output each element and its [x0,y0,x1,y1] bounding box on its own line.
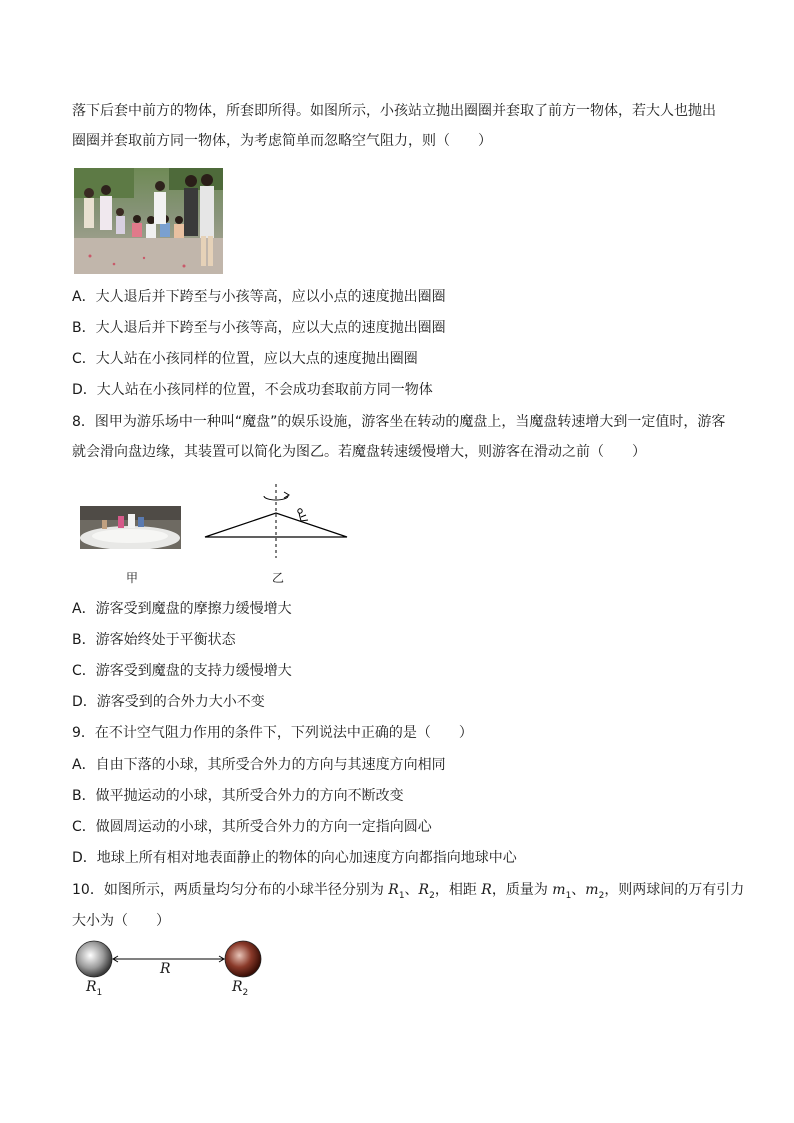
q10-sub-1: 1 [398,890,405,901]
q10-var-r1: R [388,882,399,898]
q10-var-r: R [481,882,492,898]
q10-sep-1: 、 [404,882,419,898]
q10-fig-r1-sub: 1 [96,987,103,998]
q10-var-m1: m [552,882,566,898]
q9-stem: 9．在不计空气阻力作用的条件下，下列说法中正确的是（ ） [72,725,473,741]
q8-stem-line-2: 就会滑向盘边缘，其装置可以简化为图乙。若魔盘转速缓慢增大，则游客在滑动之前（ ） [72,444,646,460]
q8-stem-line-1: 8．图甲为游乐场中一种叫“魔盘”的娱乐设施，游客坐在转动的魔盘上，当魔盘转速增大到一定值时，游客 [72,414,726,430]
q9-option-b: B．做平抛运动的小球，其所受合外力的方向不断改变 [72,788,404,804]
q10-var-m2: m [585,882,599,898]
q7-option-c: C．大人站在小孩同样的位置，应以大点的速度抛出圈圈 [72,351,418,367]
q10-stem-line-2: 大小为（ ） [72,913,170,929]
q7-stem-line-1: 落下后套中前方的物体，所套即所得。如图所示，小孩站立抛出圈圈并套取了前方一物体，若大人也抛出 [72,103,716,119]
q10-fig-label-distance: R [160,961,171,977]
q10-fig-r2-sub: 2 [242,987,249,998]
sphere-r1-icon [76,941,112,977]
q10-sep-2: 、 [571,882,586,898]
q9-option-a: A．自由下落的小球，其所受合外力的方向与其速度方向相同 [72,757,446,773]
q7-photo-ring-toss [74,168,223,274]
q7-option-a: A．大人退后并下跨至与小孩等高，应以小点的速度抛出圈圈 [72,289,446,305]
q10-fig-label-r2 [232,979,248,998]
q10-text-2: ，相距 [434,882,482,898]
q8-option-c: C．游客受到魔盘的支持力缓慢增大 [72,663,292,679]
q10-stem-line-1 [72,880,744,906]
q8-option-d: D．游客受到的合外力大小不变 [72,694,265,710]
q8-option-b: B．游客始终处于平衡状态 [72,632,236,648]
q8-diagram-simplified-disc [200,482,352,558]
q8-caption-yi: 乙 [272,571,285,585]
q7-option-b: B．大人退后并下跨至与小孩等高，应以大点的速度抛出圈圈 [72,320,446,336]
q10-var-r2: R [418,882,430,898]
q9-option-d: D．地球上所有相对地表面静止的物体的向心加速度方向都指向地球中心 [72,850,517,866]
q8-caption-jia: 甲 [126,571,139,585]
q9-option-c: C．做圆周运动的小球，其所受合外力的方向一定指向圆心 [72,819,432,835]
q8-photo-magic-disc [80,506,181,549]
q10-sub-2: 2 [429,890,435,901]
q7-option-d: D．大人站在小孩同样的位置，不会成功套取前方同一物体 [72,382,433,398]
q10-fig-r1-var: R [86,979,97,995]
q10-sub-m1: 1 [565,890,572,901]
q10-fig-r2-var: R [232,979,243,995]
sphere-r2-icon [225,941,261,977]
q10-sub-m2: 2 [598,890,605,901]
q7-stem-line-2: 圈圈并套取前方同一物体，为考虑简单而忽略空气阻力，则（ ） [72,133,492,149]
q10-text-4: ，则两球间的万有引力 [604,882,745,898]
q10-fig-label-r1 [86,979,102,998]
q8-option-a: A．游客受到魔盘的摩擦力缓慢增大 [72,601,292,617]
q10-text-3: ，质量为 [491,882,553,898]
q10-text-1: 10．如图所示，两质量均匀分布的小球半径分别为 [72,882,389,898]
